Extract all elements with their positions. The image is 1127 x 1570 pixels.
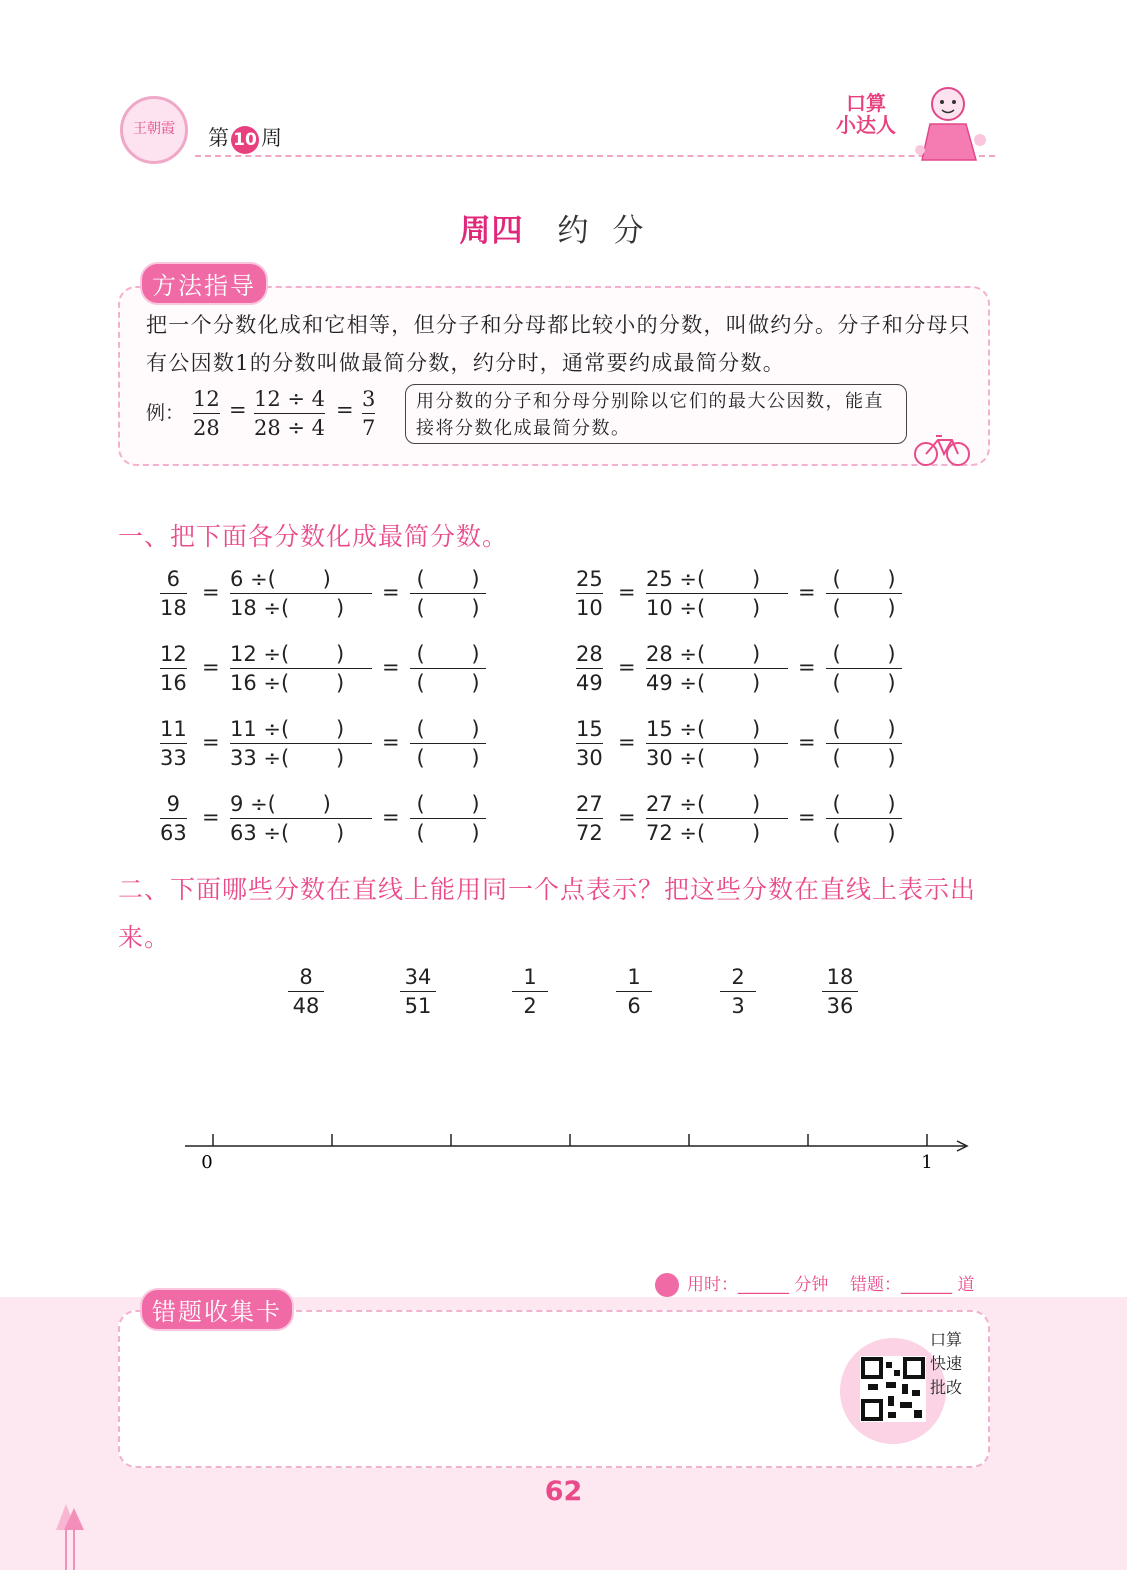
week-number: 10 [231,126,259,154]
tip-box: 用分数的分子和分母分别除以它们的最大公因数，能直接将分数化成最简分数。 [405,384,907,444]
lesson-title [0,205,1127,250]
answer-fraction[interactable]: ( ) ( ) [826,791,902,846]
section1-title: 一、把下面各分数化成最简分数。 [118,522,509,551]
equals-sign: = [382,730,400,754]
error-label: 错题： [850,1275,902,1295]
given-fraction: 11 33 [160,717,187,770]
answer-fraction[interactable]: ( ) ( ) [410,716,486,771]
equals-sign: = [798,655,816,679]
answer-fraction[interactable]: ( ) ( ) [410,641,486,696]
division-fraction[interactable]: 11 ÷( ) 33 ÷( ) [230,716,372,771]
given-fraction: 28 49 [576,642,603,695]
bicycle-icon [912,428,972,468]
time-unit: 分钟 [794,1275,829,1295]
mascot-illustration [910,80,994,166]
example-fraction-2: 12 ÷ 4 28 ÷ 4 [254,387,326,440]
number-line[interactable] [185,1130,975,1180]
example-fraction-1: 12 28 [193,387,220,440]
logo-text: 王朝霞 [133,121,175,137]
error-blank[interactable]: ______ [901,1275,953,1295]
division-fraction[interactable]: 27 ÷( ) 72 ÷( ) [646,791,788,846]
error-collection-label: 错题收集卡 [140,1288,294,1331]
exercise-item [160,566,500,628]
given-fraction: 12 16 [160,642,187,695]
answer-fraction[interactable]: ( ) ( ) [826,641,902,696]
brand-line2: 小达人 [836,113,896,137]
week-label [208,122,282,154]
candidate-fraction: 1 2 [512,964,548,1019]
equals-sign: = [202,730,220,754]
answer-fraction[interactable]: ( ) ( ) [826,566,902,621]
division-fraction[interactable]: 28 ÷( ) 49 ÷( ) [646,641,788,696]
division-fraction[interactable]: 6 ÷( ) 18 ÷( ) [230,566,372,621]
section2-title: 二、下面哪些分数在直线上能用同一个点表示？把这些分数在直线上表示出来。 [118,875,977,952]
given-fraction: 6 18 [160,567,187,620]
equals-sign: = [798,805,816,829]
lesson-day: 周四 [459,213,524,249]
equals-sign: = [798,580,816,604]
equals-sign: = [382,805,400,829]
time-blank[interactable]: ______ [738,1275,789,1295]
exercise-item [160,716,500,778]
number-line-start-label: 0 [201,1152,213,1173]
arrow-decoration [52,1500,88,1570]
given-fraction: 27 72 [576,792,603,845]
given-fraction: 15 30 [576,717,603,770]
lesson-topic: 约分 [557,213,668,249]
header-divider [195,155,995,157]
time-record-row [655,1270,974,1297]
equals-sign: = [202,805,220,829]
method-guide-label: 方法指导 [140,262,268,305]
error-unit: 道 [957,1275,975,1295]
answer-fraction[interactable]: ( ) ( ) [410,791,486,846]
answer-fraction[interactable]: ( ) ( ) [826,716,902,771]
candidate-fraction: 8 48 [288,964,324,1019]
exercise-item [576,716,916,778]
brand-logo [836,92,896,136]
equals-sign: = [798,730,816,754]
exercise-item [576,566,916,628]
equals-sign: = [618,655,636,679]
candidate-fraction: 34 51 [400,964,436,1019]
qr-caption: 口算快速批改 [930,1330,963,1397]
week-suffix: 周 [261,126,282,150]
exercise-item [576,791,916,853]
number-line-ticks [213,1134,927,1146]
example-label: 例： [146,402,185,424]
division-fraction[interactable]: 25 ÷( ) 10 ÷( ) [646,566,788,621]
exercise-item [160,791,500,853]
method-text: 把一个分数化成和它相等，但分子和分母都比较小的分数，叫做约分。分子和分母只有公因数1的分数叫做最简分数，约分时，通常要约成最简分数。 [146,313,972,375]
given-fraction: 9 63 [160,792,187,845]
candidate-fraction: 18 36 [822,964,858,1019]
example-fraction-3: 3 7 [362,387,376,440]
given-fraction: 25 10 [576,567,603,620]
example-equals-1: = [229,398,247,422]
equals-sign: = [618,730,636,754]
exercise-item [576,641,916,703]
equals-sign: = [202,580,220,604]
equals-sign: = [382,655,400,679]
division-fraction[interactable]: 9 ÷( ) 63 ÷( ) [230,791,372,846]
week-prefix: 第 [208,126,229,150]
division-fraction[interactable]: 15 ÷( ) 30 ÷( ) [646,716,788,771]
answer-fraction[interactable]: ( ) ( ) [410,566,486,621]
exercise-item [160,641,500,703]
qr-code-icon[interactable] [860,1356,926,1422]
page-number: 62 [544,1476,583,1507]
example-equals-2: = [336,398,354,422]
equals-sign: = [618,805,636,829]
clock-icon [655,1273,679,1297]
equals-sign: = [202,655,220,679]
candidate-fraction: 1 6 [616,964,652,1019]
equals-sign: = [618,580,636,604]
time-label: 用时： [687,1275,738,1295]
candidate-fraction: 2 3 [720,964,756,1019]
division-fraction[interactable]: 12 ÷( ) 16 ÷( ) [230,641,372,696]
number-line-end-label: 1 [921,1152,933,1173]
equals-sign: = [382,580,400,604]
brand-line1: 口算 [846,91,886,115]
